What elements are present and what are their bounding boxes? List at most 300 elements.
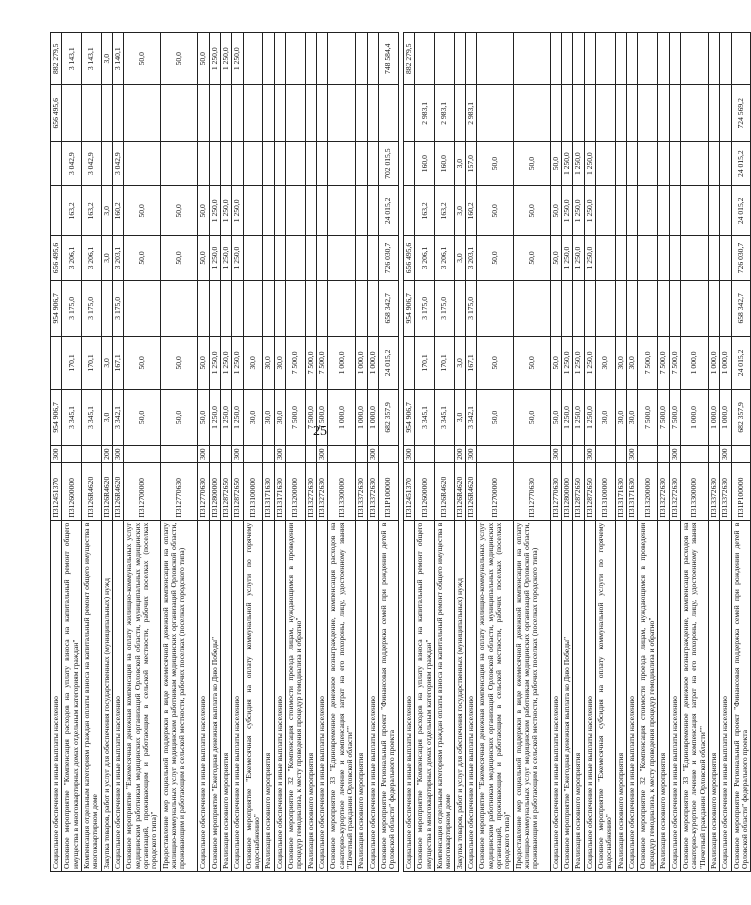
row-value: 3,0: [101, 33, 112, 86]
row-value: [513, 33, 550, 86]
row-value: [596, 236, 616, 280]
row-value: [584, 280, 595, 337]
row-value: 30,0: [615, 389, 626, 446]
row-value: 1 250,0: [562, 337, 573, 389]
row-value: [708, 280, 719, 337]
row-value: [305, 446, 316, 463]
table-row: [731, 33, 751, 872]
row-value: [658, 446, 669, 463]
row-description: Социальное обеспечение и иные выплаты населению: [627, 520, 638, 871]
row-value: [720, 142, 731, 186]
row-value: 3,0: [101, 186, 112, 236]
row-value: 24 015,2: [731, 337, 751, 389]
row-value: [328, 33, 356, 86]
row-code: П3126R4620: [113, 463, 124, 521]
table-row: [209, 33, 220, 872]
row-value: [562, 446, 573, 463]
row-value: 3 175,0: [466, 280, 477, 337]
row-value: [562, 280, 573, 337]
row-value: [513, 85, 550, 142]
row-value: [232, 85, 243, 142]
table-row: [562, 33, 573, 872]
row-value: [220, 142, 231, 186]
row-value: 7 500,0: [638, 337, 658, 389]
row-value: 50,0: [550, 337, 561, 389]
row-value: 1 250,0: [584, 236, 595, 280]
row-description: Социальное обеспечение и иные выплаты населению: [232, 520, 243, 871]
row-value: [317, 186, 328, 236]
row-value: 30,0: [263, 337, 274, 389]
row-description: Социальное обеспечение и иные выплаты населению: [404, 520, 415, 871]
table-row: [550, 33, 561, 872]
row-code: П312770630: [550, 463, 561, 521]
row-code: П3126R4620: [82, 463, 102, 521]
row-value: 3 342,1: [113, 389, 124, 446]
row-value: 50,0: [513, 389, 550, 446]
row-value: 167,1: [113, 337, 124, 389]
row-value: [680, 142, 708, 186]
row-value: [550, 280, 561, 337]
row-value: 7 500,0: [669, 337, 680, 389]
row-value: 1 250,0: [232, 186, 243, 236]
row-description: Реализация основного мероприятия: [220, 520, 231, 871]
row-value: 50,0: [513, 142, 550, 186]
row-value: [62, 85, 82, 142]
row-value: [669, 33, 680, 86]
row-value: [615, 85, 626, 142]
row-value: [232, 142, 243, 186]
row-value: [404, 142, 415, 186]
row-value: 3 345,1: [415, 389, 435, 446]
table-row: [328, 33, 356, 872]
row-value: [379, 85, 399, 142]
row-value: [627, 280, 638, 337]
row-value: [454, 33, 465, 86]
table-row: [367, 33, 378, 872]
row-description: Социальное обеспечение и иные выплаты населению: [198, 520, 209, 871]
row-value: 30,0: [243, 337, 263, 389]
row-value: [513, 446, 550, 463]
row-value: 50,0: [160, 186, 197, 236]
row-description: Основное мероприятие "Компенсация расходов на уплату взноса на капитальный ремонт общего имущества в многоквартирных домах отдельным категориям граждан": [415, 520, 435, 871]
row-value: 300: [627, 446, 638, 463]
rotated-budget-table: [50, 32, 749, 872]
row-value: 30,0: [274, 337, 285, 389]
row-description: Основное мероприятие "Компенсация расходов на уплату взноса на капитальный ремонт общего имущества в многоквартирных домах отдельным категориям граждан": [62, 520, 82, 871]
row-value: [263, 446, 274, 463]
table-right-part: [403, 32, 749, 872]
row-value: 1 000,0: [680, 337, 708, 389]
row-value: [627, 236, 638, 280]
table-row: [454, 33, 465, 872]
row-value: 1 250,0: [562, 186, 573, 236]
row-value: 7 500,0: [658, 337, 669, 389]
row-value: [328, 446, 356, 463]
row-value: 1 250,0: [584, 389, 595, 446]
row-value: [82, 446, 102, 463]
row-value: 2 983,1: [435, 85, 455, 142]
table-row: [160, 33, 197, 872]
row-value: [160, 85, 197, 142]
row-value: 3 206,1: [435, 236, 455, 280]
row-value: [305, 236, 316, 280]
row-value: 3 140,1: [113, 33, 124, 86]
row-value: [596, 33, 616, 86]
row-value: [51, 142, 62, 186]
row-value: 300: [720, 446, 731, 463]
row-value: 160,2: [113, 186, 124, 236]
row-description: Основное мероприятие "Ежемесячная денежная компенсация на оплату жилищно-коммунальных услуг медицинским работникам медицинских организаций Орловской области, муниципальных медицинских организаций, проживающим и работающим в сельской местности, рабочих поселках (поселках городского типа)": [477, 520, 513, 871]
row-value: [243, 33, 263, 86]
table-row: [627, 33, 638, 872]
row-value: 7 500,0: [317, 337, 328, 389]
row-value: [160, 280, 197, 337]
row-value: 50,0: [198, 33, 209, 86]
row-value: [669, 186, 680, 236]
row-value: 30,0: [627, 337, 638, 389]
row-value: [669, 85, 680, 142]
row-value: 1 000,0: [367, 337, 378, 389]
row-value: 24 015,2: [731, 186, 751, 236]
row-value: [658, 186, 669, 236]
row-value: [435, 33, 455, 86]
row-description: Основное мероприятие "Ежемесячная субсидия на оплату коммунальной услуги по горячему водоснабжению": [243, 520, 263, 871]
row-value: 1 250,0: [220, 337, 231, 389]
row-description: Реализация основного мероприятия: [658, 520, 669, 871]
row-value: 1 250,0: [220, 236, 231, 280]
row-value: 882 279,5: [51, 33, 62, 86]
row-value: 50,0: [477, 389, 513, 446]
row-value: [317, 236, 328, 280]
row-value: [627, 85, 638, 142]
row-value: 50,0: [477, 236, 513, 280]
row-value: 1 000,0: [356, 389, 367, 446]
budget-table-left: [50, 32, 399, 872]
row-value: [615, 33, 626, 86]
row-value: [367, 33, 378, 86]
row-value: [356, 142, 367, 186]
row-value: [379, 446, 399, 463]
row-value: [356, 186, 367, 236]
row-code: П313100000: [243, 463, 263, 521]
row-description: Социальное обеспечение и иные выплаты населению: [466, 520, 477, 871]
row-value: 1 000,0: [328, 337, 356, 389]
row-value: [573, 85, 584, 142]
row-value: [615, 236, 626, 280]
row-value: 656 495,6: [51, 236, 62, 280]
table-row: [720, 33, 731, 872]
row-value: [274, 236, 285, 280]
row-value: [708, 236, 719, 280]
row-code: П312770630: [513, 463, 550, 521]
row-value: [243, 142, 263, 186]
row-value: 1 000,0: [356, 337, 367, 389]
row-value: 50,0: [198, 186, 209, 236]
row-value: [209, 280, 220, 337]
row-description: Основное мероприятие 32 "Компенсация стоимости проезда лицам, нуждающимся в проведении процедур гемодиализа, к месту проведения процедур гемодиализа и обратно": [285, 520, 305, 871]
row-value: 160,0: [435, 142, 455, 186]
row-value: 300: [232, 446, 243, 463]
table-row: [404, 33, 415, 872]
row-value: 726 030,7: [731, 236, 751, 280]
row-value: 300: [113, 446, 124, 463]
row-value: 954 906,7: [404, 389, 415, 446]
row-value: [404, 337, 415, 389]
row-value: 30,0: [263, 389, 274, 446]
row-value: 3 203,1: [113, 236, 124, 280]
row-value: 724 569,2: [731, 85, 751, 142]
row-value: 30,0: [627, 389, 638, 446]
table-row: [477, 33, 513, 872]
row-value: [328, 236, 356, 280]
row-value: 726 030,7: [379, 236, 399, 280]
row-value: 50,0: [513, 337, 550, 389]
table-row: [124, 33, 160, 872]
row-description: Реализация основного мероприятия: [263, 520, 274, 871]
row-value: 30,0: [615, 337, 626, 389]
row-value: 24 015,2: [379, 186, 399, 236]
row-value: 3 175,0: [62, 280, 82, 337]
row-value: [243, 446, 263, 463]
row-value: [328, 280, 356, 337]
row-value: [285, 85, 305, 142]
row-value: 50,0: [550, 142, 561, 186]
row-value: 3 345,1: [435, 389, 455, 446]
row-value: [263, 85, 274, 142]
table-row: [615, 33, 626, 872]
table-row: [584, 33, 595, 872]
row-value: [101, 142, 112, 186]
table-row: [51, 33, 62, 872]
row-value: 300: [669, 446, 680, 463]
row-value: 3,0: [101, 337, 112, 389]
row-value: 200: [454, 446, 465, 463]
row-value: [708, 33, 719, 86]
row-value: [658, 33, 669, 86]
row-value: 50,0: [198, 236, 209, 280]
row-value: [220, 85, 231, 142]
row-description: Социальное обеспечение и иные выплаты населению: [720, 520, 731, 871]
row-value: 300: [274, 446, 285, 463]
row-value: [274, 33, 285, 86]
row-value: 50,0: [477, 142, 513, 186]
row-value: 1 250,0: [562, 389, 573, 446]
row-description: Основное мероприятие "Ежемесячная субсидия на оплату коммунальной услуги по горячему водоснабжению": [596, 520, 616, 871]
row-value: [356, 33, 367, 86]
table-left-part: [50, 32, 397, 872]
table-row: [82, 33, 102, 872]
row-code: П313171630: [627, 463, 638, 521]
row-value: [220, 446, 231, 463]
row-description: Закупка товаров, работ и услуг для обеспечения государственных (муниципальных) нужд: [101, 520, 112, 871]
row-value: [198, 142, 209, 186]
row-value: 1 250,0: [220, 186, 231, 236]
row-code: П312872650: [232, 463, 243, 521]
row-code: П312600000: [415, 463, 435, 521]
row-value: [627, 33, 638, 86]
row-value: 1 250,0: [584, 186, 595, 236]
row-value: [51, 186, 62, 236]
row-description: Предоставление мер социальной поддержки в виде ежемесячной денежной компенсации на оплату жилищно-коммунальных услуг медицинским работникам медицинских организаций Орловской области, проживающим и работающим в сельской местности, рабочих поселках (поселках городского типа): [160, 520, 197, 871]
row-value: [198, 85, 209, 142]
table-row: [198, 33, 209, 872]
row-value: 3 175,0: [415, 280, 435, 337]
row-value: [305, 33, 316, 86]
row-value: [638, 142, 658, 186]
row-value: [317, 142, 328, 186]
row-value: [356, 85, 367, 142]
row-value: 3,0: [454, 389, 465, 446]
table-row: [466, 33, 477, 872]
row-value: 1 000,0: [720, 389, 731, 446]
row-value: [477, 280, 513, 337]
row-value: 1 250,0: [573, 186, 584, 236]
row-code: П312800000: [209, 463, 220, 521]
row-code: П312872650: [584, 463, 595, 521]
row-value: [477, 33, 513, 86]
row-value: 300: [367, 446, 378, 463]
row-value: 1 250,0: [209, 389, 220, 446]
row-value: 1 250,0: [562, 142, 573, 186]
row-description: Социальное обеспечение и иные выплаты населению: [584, 520, 595, 871]
row-value: 7 500,0: [285, 337, 305, 389]
row-value: 300: [317, 446, 328, 463]
row-description: Социальное обеспечение и иные выплаты населению: [550, 520, 561, 871]
row-value: [124, 446, 160, 463]
row-code: П313171630: [274, 463, 285, 521]
row-value: 50,0: [550, 236, 561, 280]
row-code: П312700000: [124, 463, 160, 521]
row-code: П3126R4620: [435, 463, 455, 521]
row-value: [243, 236, 263, 280]
row-description: Закупка товаров, работ и услуг для обеспечения государственных (муниципальных) нужд: [454, 520, 465, 871]
row-value: [596, 85, 616, 142]
row-value: 50,0: [160, 236, 197, 280]
row-value: 1 250,0: [209, 33, 220, 86]
row-value: 300: [550, 446, 561, 463]
row-code: П312872650: [573, 463, 584, 521]
row-value: 1 250,0: [209, 337, 220, 389]
row-value: [243, 280, 263, 337]
row-value: 954 906,7: [51, 389, 62, 446]
row-value: 30,0: [596, 337, 616, 389]
row-value: [305, 186, 316, 236]
row-value: [573, 33, 584, 86]
row-description: Реализация основного мероприятия: [615, 520, 626, 871]
row-value: 2 983,1: [415, 85, 435, 142]
row-value: [263, 33, 274, 86]
row-value: [209, 142, 220, 186]
row-value: 656 495,6: [51, 85, 62, 142]
row-value: [615, 446, 626, 463]
row-value: 163,2: [82, 186, 102, 236]
table-row: [573, 33, 584, 872]
row-value: [232, 280, 243, 337]
budget-table-right: [403, 32, 751, 872]
row-code: П312600000: [62, 463, 82, 521]
row-value: 3 342,1: [466, 389, 477, 446]
row-value: 3 042,9: [82, 142, 102, 186]
row-code: П313372630: [367, 463, 378, 521]
row-value: 50,0: [550, 186, 561, 236]
row-value: 3 175,0: [435, 280, 455, 337]
row-value: 3 206,1: [62, 236, 82, 280]
row-value: 1 250,0: [232, 33, 243, 86]
row-value: [328, 142, 356, 186]
row-value: [680, 280, 708, 337]
row-value: 682 357,9: [731, 389, 751, 446]
row-value: 50,0: [124, 236, 160, 280]
row-value: [638, 280, 658, 337]
row-description: Реализация основного мероприятия: [573, 520, 584, 871]
row-value: [658, 142, 669, 186]
row-value: [160, 446, 197, 463]
row-description: Основное мероприятие 32 "Компенсация стоимости проезда лицам, нуждающимся в проведении процедур гемодиализа, к месту проведения процедур гемодиализа и обратно": [638, 520, 658, 871]
row-value: [263, 236, 274, 280]
row-value: [669, 236, 680, 280]
row-value: [285, 186, 305, 236]
table-row: [285, 33, 305, 872]
row-value: [596, 280, 616, 337]
row-value: 748 584,4: [379, 33, 399, 86]
row-value: [317, 280, 328, 337]
table-row: [596, 33, 616, 872]
row-value: 7 500,0: [669, 389, 680, 446]
row-value: [627, 186, 638, 236]
row-value: 170,1: [415, 337, 435, 389]
row-value: [513, 280, 550, 337]
row-value: 1 250,0: [220, 389, 231, 446]
row-value: 3,0: [454, 186, 465, 236]
row-value: [243, 186, 263, 236]
row-value: [263, 142, 274, 186]
row-value: [285, 446, 305, 463]
row-value: [317, 85, 328, 142]
row-value: [367, 186, 378, 236]
row-value: 50,0: [198, 337, 209, 389]
row-value: [627, 142, 638, 186]
row-description: Социальное обеспечение и иные выплаты населению: [51, 520, 62, 871]
row-value: [404, 186, 415, 236]
row-value: 50,0: [124, 186, 160, 236]
row-value: [720, 280, 731, 337]
row-value: 1 250,0: [209, 236, 220, 280]
row-value: 50,0: [160, 337, 197, 389]
row-value: 3 345,1: [82, 389, 102, 446]
row-value: [263, 280, 274, 337]
row-value: [720, 33, 731, 86]
row-code: П313300000: [680, 463, 708, 521]
row-code: П3126R4620: [454, 463, 465, 521]
row-value: [680, 446, 708, 463]
row-value: 2 983,1: [466, 85, 477, 142]
row-code: П313372630: [708, 463, 719, 521]
row-value: 682 357,9: [379, 389, 399, 446]
row-description: Социальное обеспечение и иные выплаты населению: [113, 520, 124, 871]
row-value: 1 250,0: [209, 186, 220, 236]
row-value: 50,0: [198, 389, 209, 446]
row-code: П3126R4620: [101, 463, 112, 521]
row-value: 3 203,1: [466, 236, 477, 280]
row-value: 3 175,0: [82, 280, 102, 337]
row-value: 3 206,1: [82, 236, 102, 280]
row-value: [305, 85, 316, 142]
row-value: [550, 33, 561, 86]
row-value: [680, 85, 708, 142]
row-value: [328, 186, 356, 236]
row-value: 170,1: [435, 337, 455, 389]
row-description: Социальное обеспечение и иные выплаты населению: [367, 520, 378, 871]
